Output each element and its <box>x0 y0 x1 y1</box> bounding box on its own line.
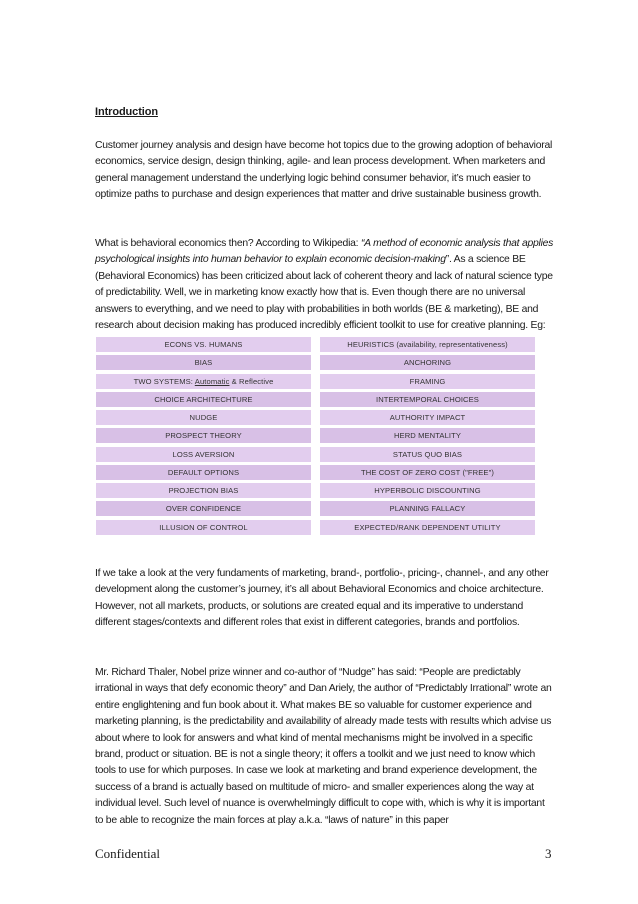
paragraph-continuation: ”. As a science BE (Behavioral Economics) has been criticized about lack of coherent theory and lack of natural science type of predictability. Well, we in marketing know exactly how that is. Even though there are no universal answers to everything, and we need to play with probabilities in both worlds (BE & marketing), BE and research about decision making has produced incredibly efficient toolkit to use for creative planning. Eg: <box>95 254 553 332</box>
paragraph-intro: Customer journey analysis and design have become hot topics due to the growing adoption of behavioral economics, service design, design thinking, agile- and lean process development. When marketers and general management understand the underlying logic behind consumer behavior, it’s much easier to optimize paths to purchase and design experiences that matter and drive sustainable business growth. <box>95 140 553 201</box>
concept-text-underlined: Automatic <box>194 376 230 386</box>
concept-cell: PLANNING FALLACY <box>320 501 535 516</box>
paragraph-fundaments: If we take a look at the very fundaments of marketing, brand-, portfolio-, pricing-, channel-, and any other development along the customer’s journey, it’s all about Behavioral Economics and choice architecture. However, not all markets, products, or solutions are created equal and its imperative to understand different stages/contexts and different roles that exist in different categories, brands and portfolios. <box>95 568 549 629</box>
concept-cell: LOSS AVERSION <box>96 447 311 462</box>
wikipedia-quote: “A method of economic analysis that applies psychological insights into human behavior to explain economic decision-making <box>95 238 554 266</box>
concept-cell: ILLUSION OF CONTROL <box>96 520 311 535</box>
concepts-column-left <box>96 337 311 538</box>
concept-cell: THE COST OF ZERO COST ("FREE") <box>320 465 535 480</box>
concept-cell: ANCHORING <box>320 355 535 370</box>
concept-cell: FRAMING <box>320 374 535 389</box>
section-heading: Introduction <box>95 106 158 118</box>
concept-cell: OVER CONFIDENCE <box>96 501 311 516</box>
concept-cell: HEURISTICS (availability, representativeness) <box>320 337 535 352</box>
concept-cell: STATUS QUO BIAS <box>320 447 535 462</box>
concept-cell: DEFAULT OPTIONS <box>96 465 311 480</box>
concept-cell-two-systems <box>96 374 311 389</box>
concept-cell: EXPECTED/RANK DEPENDENT UTILITY <box>320 520 535 535</box>
concepts-column-right <box>320 337 535 538</box>
concept-cell: BIAS <box>96 355 311 370</box>
concepts-grid <box>96 337 542 549</box>
concept-cell: NUDGE <box>96 410 311 425</box>
concept-cell: CHOICE ARCHITECHTURE <box>96 392 311 407</box>
concept-cell: PROSPECT THEORY <box>96 428 311 443</box>
paragraph-thaler: Mr. Richard Thaler, Nobel prize winner and co-author of “Nudge” has said: “People are predictably irrational in ways that defy economic theory” and Dan Ariely, the author of “Predictably Irrational” wrote an entire englightening and fun book about it. What makes BE so valuable for customer experience and marketing planning, is the predictability and availability of already made tests with results which advise us about where to look for answers and what kind of mental mechanisms might be involved in a specific brand, product or situation. BE is not a single theory; it offers a toolkit and we just need to know which tools to use for which purposes. In case we look at marketing and brand experience development, the success of a brand is actually based on multitude of micro- and smaller experiences along the way at individual level. Such level of nuance is overwhelmingly difficult to cope with, which is why it is important to be able to recognize the main forces at play a.k.a. “laws of nature” in this paper <box>95 667 552 826</box>
concept-cell: HERD MENTALITY <box>320 428 535 443</box>
concept-cell: PROJECTION BIAS <box>96 483 311 498</box>
concept-cell: HYPERBOLIC DISCOUNTING <box>320 483 535 498</box>
paragraph-behavioral-economics <box>95 236 555 334</box>
concept-cell: AUTHORITY IMPACT <box>320 410 535 425</box>
footer-confidential: Confidential <box>95 846 160 861</box>
concept-text: TWO SYSTEMS: <box>133 376 195 386</box>
page-number: 3 <box>545 846 552 861</box>
concept-text: & Reflective <box>229 376 274 386</box>
paragraph-intro-text: What is behavioral economics then? According to Wikipedia: <box>95 238 361 249</box>
concept-cell: INTERTEMPORAL CHOICES <box>320 392 535 407</box>
concept-cell: ECONS VS. HUMANS <box>96 337 311 352</box>
